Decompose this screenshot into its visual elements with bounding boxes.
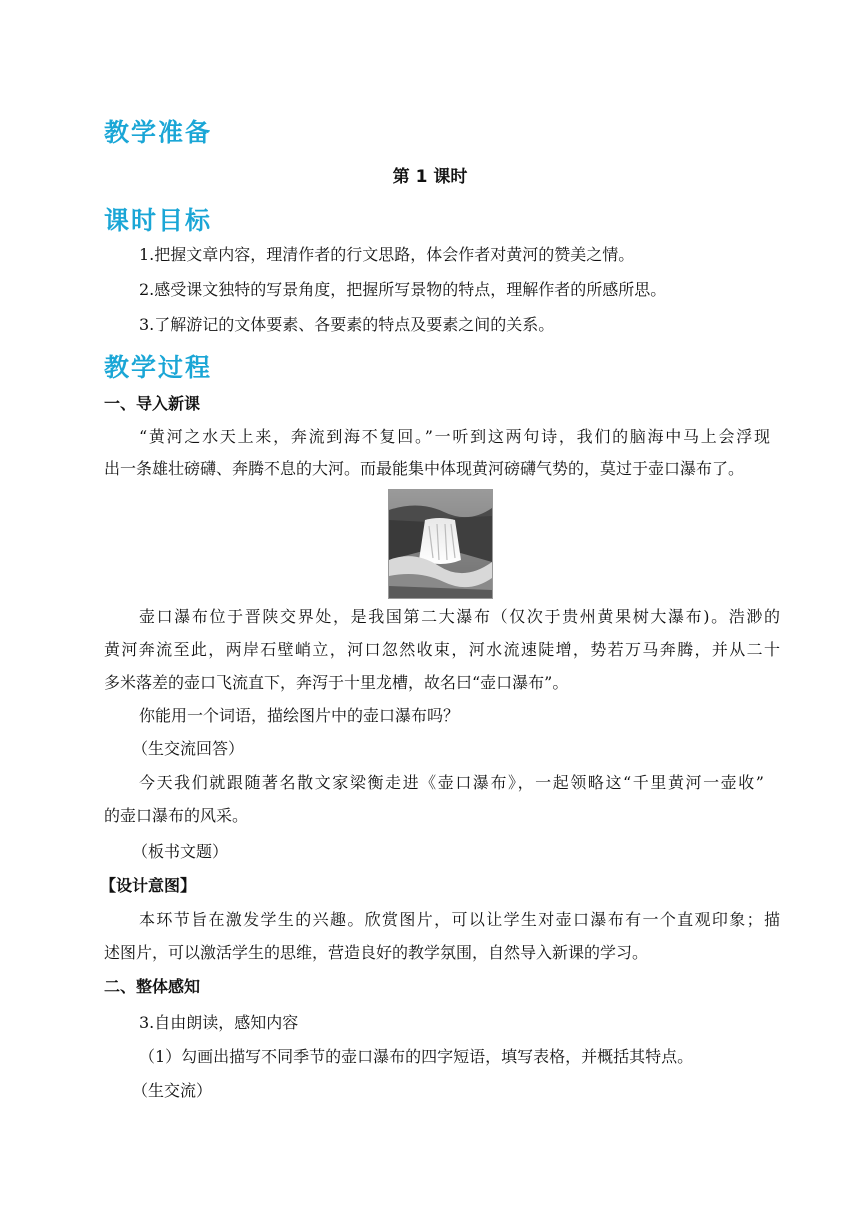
paragraph-line: 本环节旨在激发学生的兴趣。欣赏图片，可以让学生对壶口瀑布有一个直观印象；描 <box>139 910 780 929</box>
objective-item: 1.把握文章内容，理清作者的行文思路，体会作者对黄河的赞美之情。 <box>139 245 635 264</box>
paragraph-line: 3.自由朗读，感知内容 <box>139 1013 299 1032</box>
heading-objectives: 课时目标 <box>104 206 213 235</box>
paragraph-line: （1）勾画出描写不同季节的壶口瀑布的四字短语，填写表格，并概括其特点。 <box>139 1047 694 1066</box>
paragraph-line: 多米落差的壶口飞流直下，奔泻于十里龙槽，故名曰“壶口瀑布”。 <box>104 673 569 692</box>
paragraph-line: 你能用一个词语，描绘图片中的壶口瀑布吗？ <box>139 706 460 725</box>
section-title: 二、整体感知 <box>104 977 201 996</box>
heading-preparation: 教学准备 <box>104 118 213 147</box>
paragraph-line: 黄河奔流至此，两岸石壁峭立，河口忽然收束，河水流速陡增，势若万马奔腾，并从二十 <box>104 640 780 659</box>
design-title: 【设计意图】 <box>100 876 197 895</box>
note-text: （板书文题） <box>132 842 229 861</box>
paragraph-line: 述图片，可以激活学生的思维，营造良好的教学氛围，自然导入新课的学习。 <box>104 943 649 962</box>
note-text: （生交流） <box>132 1081 213 1100</box>
waterfall-image <box>388 489 493 599</box>
paragraph-line: 壶口瀑布位于晋陕交界处，是我国第二大瀑布（仅次于贵州黄果树大瀑布)。浩渺的 <box>139 607 780 626</box>
paragraph-line: 今天我们就跟随著名散文家梁衡走进《壶口瀑布》，一起领略这“千里黄河一壶收” <box>139 773 764 792</box>
lesson-title: 第 1 课时 <box>392 167 468 187</box>
objective-item: 3.了解游记的文体要素、各要素的特点及要素之间的关系。 <box>139 315 555 334</box>
paragraph-line: 出一条雄壮磅礴、奔腾不息的大河。而最能集中体现黄河磅礴气势的，莫过于壶口瀑布了。 <box>104 459 745 478</box>
paragraph-line: “黄河之水天上来，奔流到海不复回。”一听到这两句诗，我们的脑海中马上会浮现 <box>139 427 770 446</box>
note-text: （生交流回答） <box>132 739 245 758</box>
section-title: 一、导入新课 <box>104 394 201 413</box>
paragraph-line: 的壶口瀑布的风采。 <box>104 806 249 825</box>
heading-process: 教学过程 <box>104 353 213 382</box>
objective-item: 2.感受课文独特的写景角度，把握所写景物的特点，理解作者的所感所思。 <box>139 280 667 299</box>
